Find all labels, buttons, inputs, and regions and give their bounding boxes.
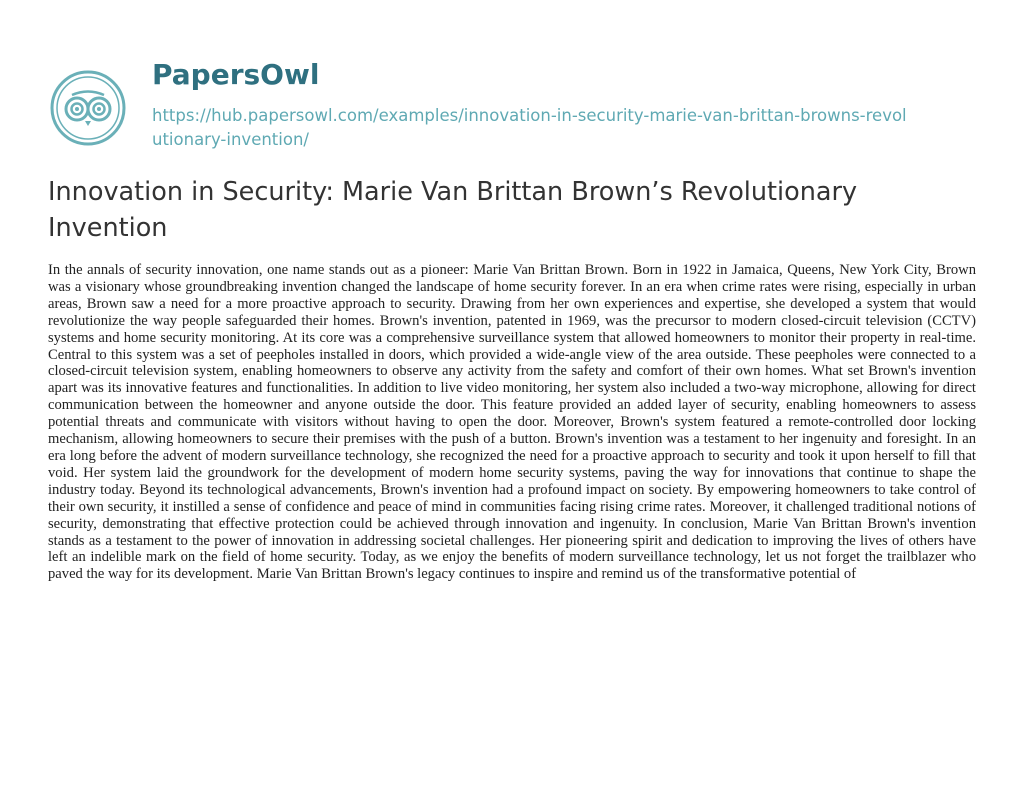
owl-logo-icon <box>48 68 128 148</box>
brand-name: PapersOwl <box>152 58 320 91</box>
source-url-link[interactable]: https://hub.papersowl.com/examples/innovation-in-security-marie-van-brittan-browns-revolutionary-invention/ <box>152 106 907 149</box>
article-title: Innovation in Security: Marie Van Brittan Brown’s Revolutionary Invention <box>48 177 858 243</box>
article-body: In the annals of security innovation, one name stands out as a pioneer: Marie Van Brittan Brown. Born in 1922 in Jamaica, Queens, New York City, Brown was a visionary whose groundbreaking invention changed the landscape of home security forever. In an era when crime rates were rising, especially in urban areas, Brown saw a need for a more proactive approach to security. Drawing from her own experiences and expertise, she developed a system that would revolutionize the way people safeguarded their homes. Brown's invention, patented in 1969, was the precursor to modern closed-circuit television (CCTV) systems and home security monitoring. At its core was a comprehensive surveillance system that allowed homeowners to monitor their property in real-time. Central to this system was a set of peepholes installed in doors, which provided a wide-angle view of the area outside. These peepholes were connected to a closed-circuit television system, enabling homeowners to observe any activity from the safety and comfort of their own homes. What set Brown's invention apart was its innovative features and functionalities. In addition to live video monitoring, her system also included a two-way microphone, allowing for direct communication between the homeowner and anyone outside the door. This feature provided an added layer of security, enabling homeowners to assess potential threats and communicate with visitors without having to open the door. Moreover, Brown's system featured a remote-controlled door locking mechanism, allowing homeowners to secure their premises with the push of a button. Brown's invention was a testament to her ingenuity and foresight. In an era long before the advent of modern surveillance technology, she recognized the need for a proactive approach to security and took it upon herself to fill that void. Her system laid the groundwork for the development of modern home security systems, paving the way for innovations that continue to shape the industry today. Beyond its technological advancements, Brown's invention had a profound impact on society. By empowering homeowners to take control of their own security, it instilled a sense of confidence and peace of mind in communities facing rising crime rates. Moreover, it challenged traditional notions of security, demonstrating that effective protection could be achieved through innovation and ingenuity. In conclusion, Marie Van Brittan Brown's invention stands as a testament to the power of innovation in addressing societal challenges. Her pioneering spirit and dedication to improving the lives of others have left an indelible mark on the field of home security. Today, as we enjoy the benefits of modern surveillance technology, let us not forget the trailblazer who paved the way for its development. Marie Van Brittan Brown's legacy continues to inspire and remind us of the transformative potential of <box>48 262 976 583</box>
